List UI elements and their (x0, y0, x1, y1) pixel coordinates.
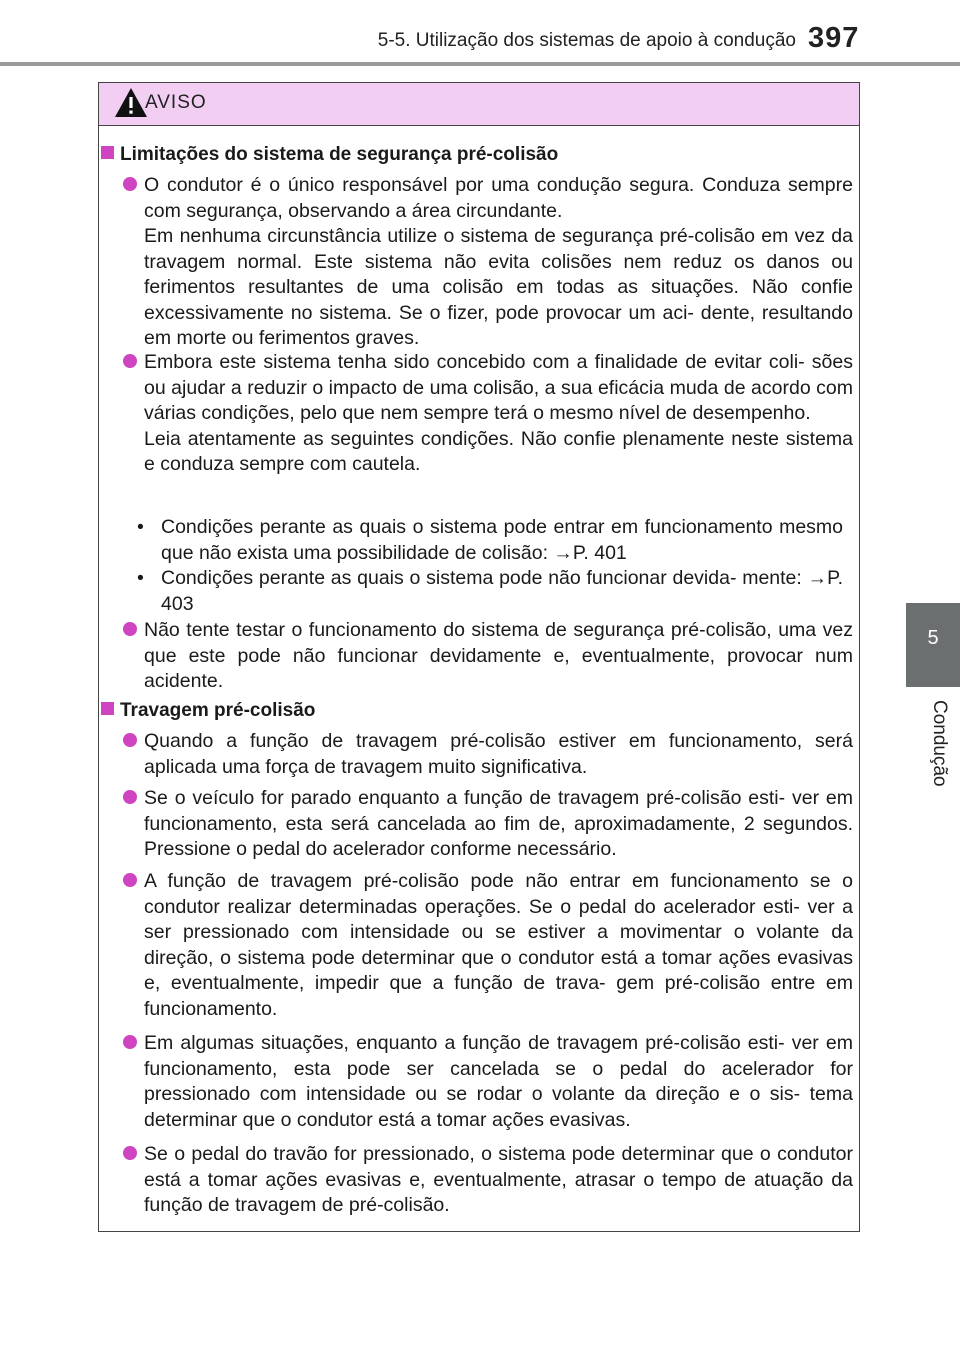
item-paragraph: Em nenhuma circunstância utilize o sistema de segurança pré-colisão em vez da travagem normal. Este sistema não evita colisões nem reduz os danos ou ferimentos resultantes de uma colisão em todas as situações. Não confie excessivamente no sistema. Se o fizer, pode provocar um aci- dente, resultando em morte ou ferimentos graves. (144, 225, 853, 349)
list-item (123, 618, 853, 695)
list-item (123, 1142, 853, 1219)
item-paragraph: A função de travagem pré-colisão pode não entrar em funcionamento se o condutor realizar determinadas operações. Se o pedal do acelerador esti- ver a ser pressionado com intensidade ou se estiver a movimentar o volante da direção, o sistema pode determinar que o condutor está a tomar ações evasivas e, eventualmente, impedir que a função de trava- gem pré-colisão entre em funcionamento. (144, 870, 853, 1020)
sub-item-text: Condições perante as quais o sistema pode entrar em funcionamento mesmo que não exista uma possibilidade de colisão: →P. 401 (161, 516, 843, 564)
section-heading-text: Travagem pré-colisão (120, 700, 316, 721)
dot-bullet-icon: • (137, 516, 144, 538)
square-bullet-icon (101, 146, 114, 159)
round-bullet-icon (123, 354, 137, 368)
list-item (123, 173, 853, 352)
warning-triangle-icon (113, 86, 149, 119)
round-bullet-icon (123, 177, 137, 191)
item-paragraph: Em algumas situações, enquanto a função de travagem pré-colisão esti- ver em funcionamento, esta pode ser cancelada se o pedal do acelerador for pressionado com intensidade ou se rodar o volante da direção e o sis- tema determinar que o condutor está a tomar ações evasivas. (144, 1032, 853, 1131)
sub-item-text: Condições perante as quais o sistema pode não funcionar devida- mente: →P. 403 (161, 567, 843, 615)
item-paragraph: Não tente testar o funcionamento do sistema de segurança pré-colisão, uma vez que este pode não funcionar devidamente e, eventualmente, provocar num acidente. (144, 619, 853, 692)
round-bullet-icon (123, 873, 137, 887)
warning-title: AVISO (145, 92, 207, 113)
dot-bullet-icon: • (137, 567, 144, 589)
round-bullet-icon (123, 733, 137, 747)
chapter-number: 5 (927, 627, 939, 649)
chapter-label: Condução (929, 700, 950, 787)
header-rule (0, 62, 960, 66)
section-heading-text: Limitações do sistema de segurança pré-colisão (120, 144, 559, 165)
list-item (123, 1031, 853, 1133)
item-paragraph: Leia atentamente as seguintes condições. Não confie plenamente neste sistema e conduza sempre com cautela. (144, 427, 853, 475)
chapter-tab (906, 603, 960, 687)
item-paragraph: Embora este sistema tenha sido concebido com a finalidade de evitar coli- sões ou ajudar a reduzir o impacto de uma colisão, a sua eficácia muda de acordo com várias condições, pelo que nem sempre terá o mesmo nível de desempenho. (144, 351, 853, 424)
list-item (123, 350, 853, 478)
warning-header (99, 83, 859, 126)
section-title: 5-5. Utilização dos sistemas de apoio à condução (377, 30, 796, 51)
round-bullet-icon (123, 790, 137, 804)
sub-list-item (133, 515, 843, 566)
list-item (123, 786, 853, 863)
round-bullet-icon (123, 622, 137, 636)
item-paragraph: Se o pedal do travão for pressionado, o sistema pode determinar que o condutor está a tomar ações evasivas e, eventualmente, atrasar o tempo de atuação da função de travagem de pré-colisão. (144, 1143, 853, 1216)
item-paragraph: Quando a função de travagem pré-colisão estiver em funcionamento, será aplicada uma força de travagem muito significativa. (144, 730, 853, 778)
section-heading (101, 700, 315, 722)
sub-list-item (133, 566, 843, 617)
round-bullet-icon (123, 1146, 137, 1160)
list-item (123, 869, 853, 1022)
item-paragraph: Se o veículo for parado enquanto a função de travagem pré-colisão esti- ver em funcionamento, esta será cancelada ao fim de, aproximadamente, 2 segundos. Pressione o pedal do acelerador conforme necessário. (144, 787, 853, 860)
square-bullet-icon (101, 702, 114, 715)
section-heading (101, 144, 558, 166)
warning-box (98, 82, 860, 1232)
list-item (123, 729, 853, 780)
page-number: 397 (808, 22, 860, 54)
round-bullet-icon (123, 1035, 137, 1049)
item-paragraph: O condutor é o único responsável por uma condução segura. Conduza sempre com segurança, observando a área circundante. (144, 174, 853, 222)
